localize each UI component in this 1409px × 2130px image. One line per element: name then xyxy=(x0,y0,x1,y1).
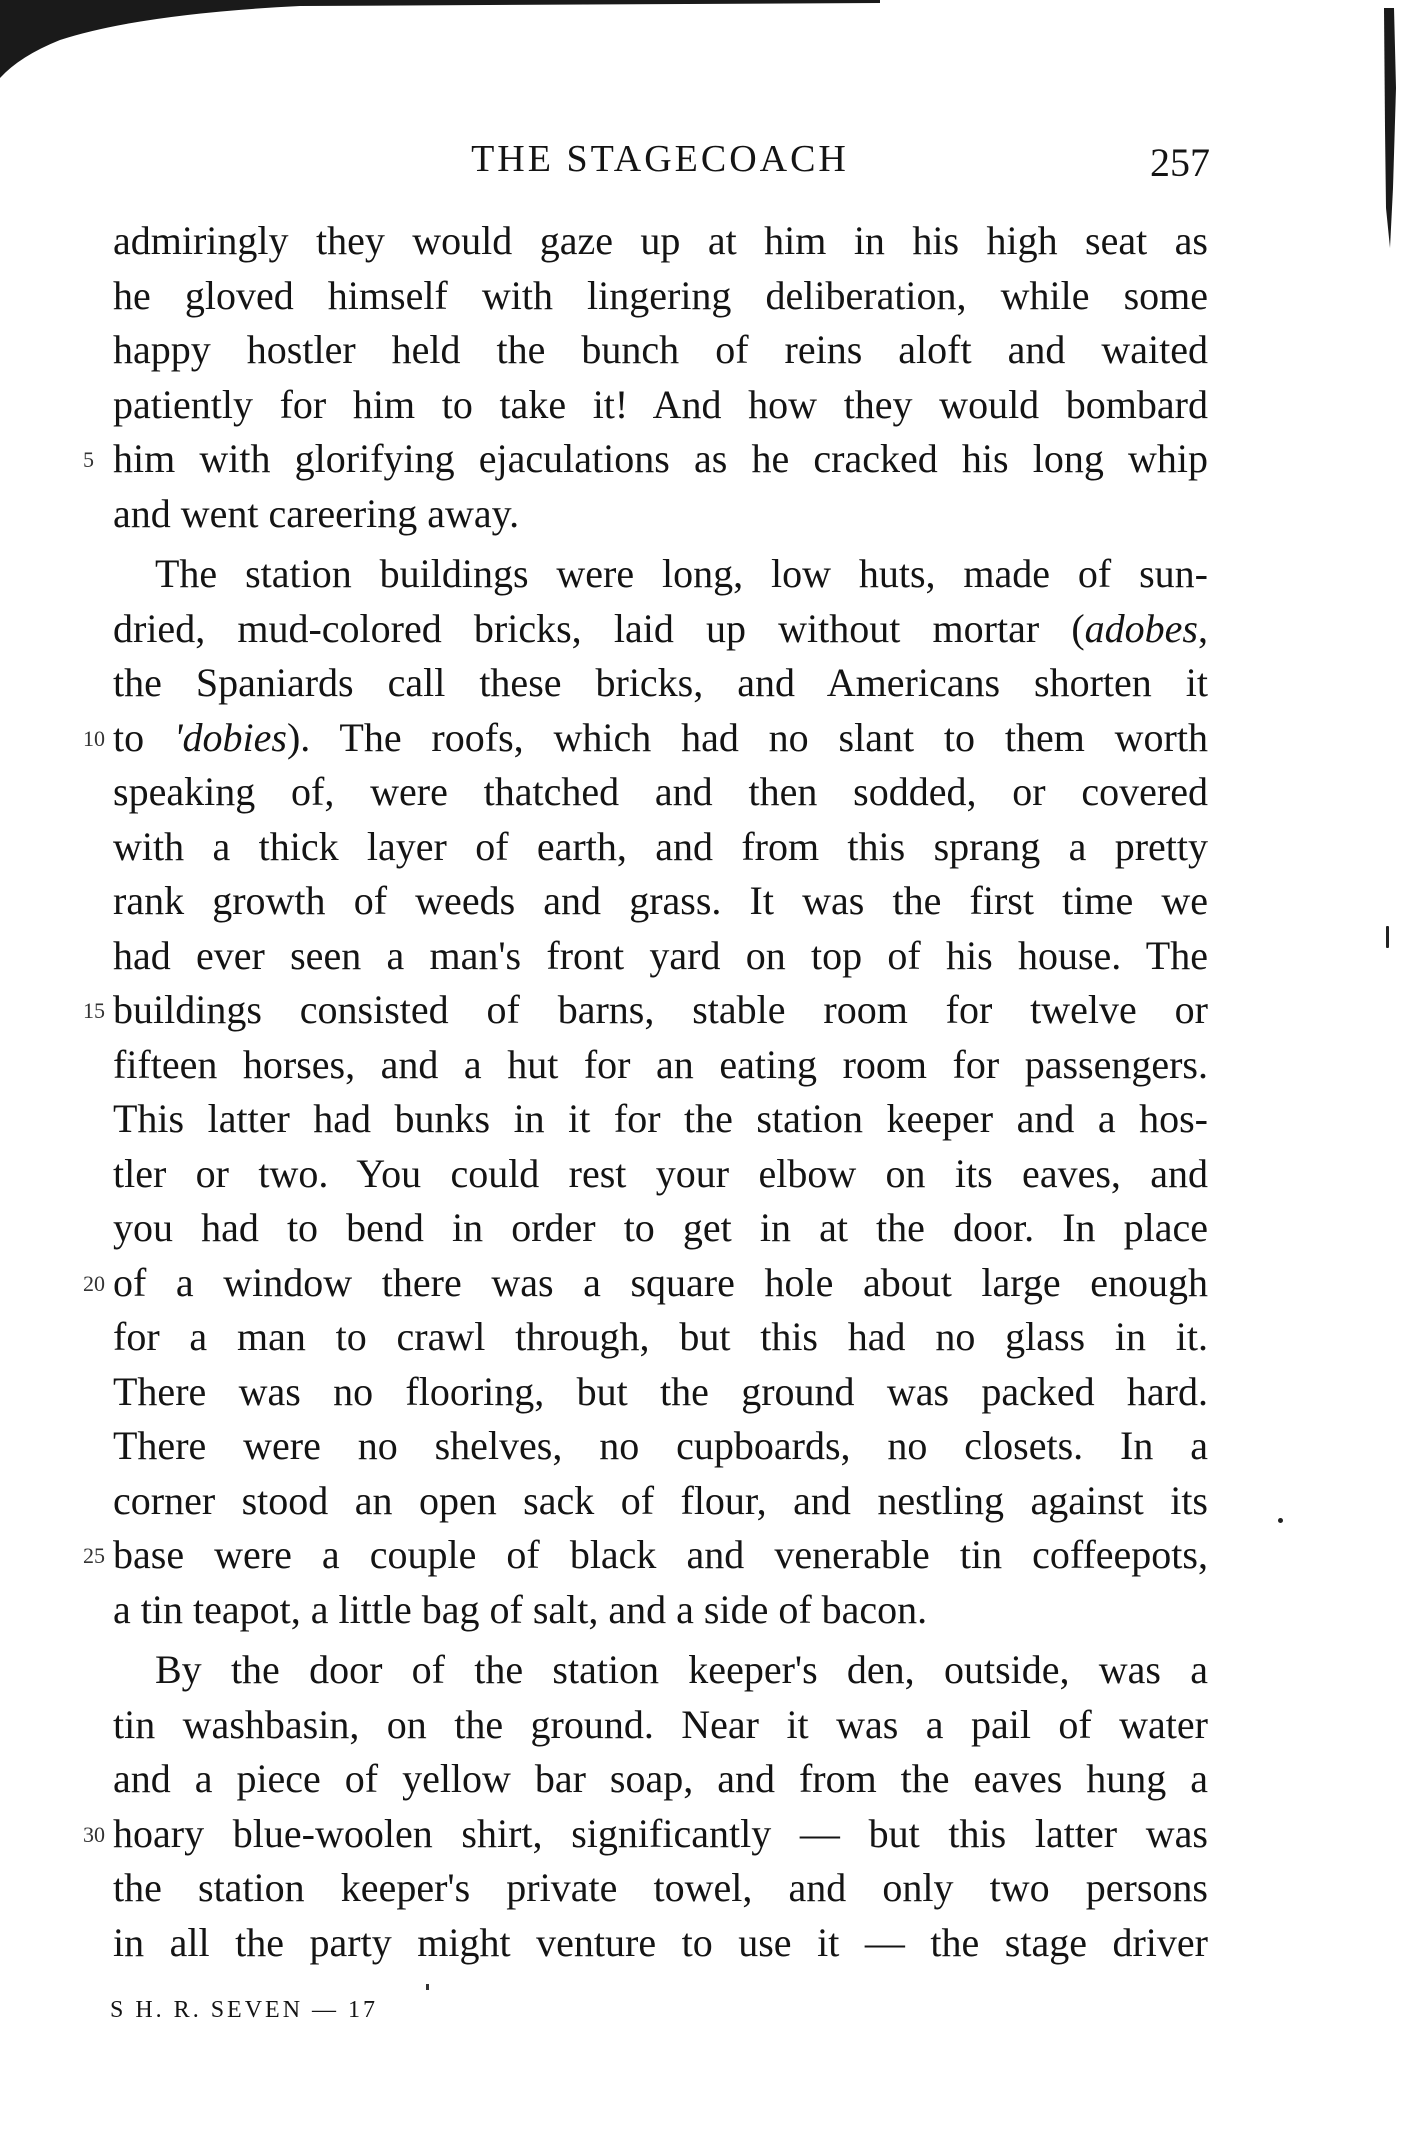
line-text: rank growth of weeds and grass. It was the first time we xyxy=(113,878,1208,923)
body-text xyxy=(83,214,1208,1970)
line-text: tin washbasin, on the ground. Near it was a pail of water xyxy=(113,1701,1208,1747)
line-number: 15 xyxy=(83,998,105,1023)
line-text: with a thick layer of earth, and from this sprang a pretty xyxy=(113,823,1208,869)
line-text: dried, mud-colored bricks, laid up without mortar (adobes, xyxy=(113,605,1208,651)
text-line xyxy=(113,820,1208,875)
line-text: him with glorifying ejaculations as he cracked his long whip xyxy=(113,436,1208,481)
text-line xyxy=(83,983,1208,1038)
text-line xyxy=(113,378,1208,433)
signature-mark: S H. R. SEVEN — 17 xyxy=(110,1997,379,2023)
text-line xyxy=(113,656,1208,711)
page-number: 257 xyxy=(1150,140,1210,185)
running-title: THE STAGECOACH xyxy=(471,138,849,180)
text-line xyxy=(113,1643,1208,1698)
line-text: hoary blue-woolen shirt, significantly — but this latter was xyxy=(113,1810,1208,1856)
line-text: of a window there was a square hole about large enough xyxy=(113,1259,1208,1305)
line-number: 10 xyxy=(83,725,105,751)
line-text: the station keeper's private towel, and only two persons xyxy=(113,1865,1208,1910)
text-line xyxy=(113,1038,1208,1093)
line-text: corner stood an open sack of flour, and nestling against its xyxy=(113,1477,1208,1523)
text-line xyxy=(113,1474,1208,1529)
line-number: 25 xyxy=(83,1543,105,1568)
line-text: The station buildings were long, low huts, made of sun- xyxy=(155,551,1208,596)
line-text: had ever seen a man's front yard on top of his house. The xyxy=(113,932,1208,978)
text-line xyxy=(113,1365,1208,1420)
scan-edge-mark xyxy=(1380,8,1400,248)
text-line xyxy=(113,1092,1208,1147)
text-line xyxy=(83,432,1208,487)
line-text: speaking of, were thatched and then sodded, or covered xyxy=(113,769,1208,814)
text-line xyxy=(113,602,1208,657)
text-line xyxy=(83,1256,1208,1311)
line-text: happy hostler held the bunch of reins aloft and waited xyxy=(113,327,1208,372)
text-line xyxy=(113,765,1208,820)
line-number: 30 xyxy=(83,1821,105,1847)
text-line xyxy=(113,874,1208,929)
text-line xyxy=(83,711,1208,766)
line-number: 20 xyxy=(83,1270,105,1296)
text-line xyxy=(113,1698,1208,1753)
line-text: a tin teapot, a little bag of salt, and a side of bacon. xyxy=(113,1586,928,1632)
line-text: and went careering away. xyxy=(113,490,520,536)
line-number: 5 xyxy=(83,447,94,472)
text-line xyxy=(113,214,1208,269)
line-text: to 'dobies). The roofs, which had no slant to them worth xyxy=(113,714,1208,760)
text-line xyxy=(83,1528,1208,1583)
line-text: This latter had bunks in it for the station keeper and a hos- xyxy=(113,1096,1208,1141)
text-line xyxy=(83,1807,1208,1862)
text-line xyxy=(113,323,1208,378)
line-text: fifteen horses, and a hut for an eating room for passengers. xyxy=(113,1041,1208,1087)
line-text: in all the party might venture to use it — the stage driver xyxy=(113,1919,1208,1965)
scan-edge-shadow xyxy=(0,0,880,78)
line-text: By the door of the station keeper's den, outside, was a xyxy=(155,1647,1208,1692)
line-text: There were no shelves, no cupboards, no closets. In a xyxy=(113,1423,1208,1468)
text-line xyxy=(113,1147,1208,1202)
line-text: you had to bend in order to get in at the door. In place xyxy=(113,1205,1208,1250)
text-line xyxy=(113,1916,1208,1971)
text-line xyxy=(113,1201,1208,1256)
line-text: There was no flooring, but the ground was packed hard. xyxy=(113,1368,1208,1414)
running-head xyxy=(110,133,1210,185)
scan-speck xyxy=(426,1984,429,1990)
text-line xyxy=(113,547,1208,602)
text-line xyxy=(113,1419,1208,1474)
text-line xyxy=(113,487,1208,542)
line-text: for a man to crawl through, but this had no glass in it. xyxy=(113,1314,1208,1359)
text-line xyxy=(113,1752,1208,1807)
line-text: and a piece of yellow bar soap, and from the eaves hung a xyxy=(113,1756,1208,1801)
line-text: base were a couple of black and venerable tin coffeepots, xyxy=(113,1532,1208,1577)
line-text: buildings consisted of barns, stable room for twelve or xyxy=(113,987,1208,1032)
text-line xyxy=(113,1861,1208,1916)
text-line xyxy=(113,929,1208,984)
line-text: patiently for him to take it! And how they would bombard xyxy=(113,381,1208,427)
scan-speck xyxy=(1278,1518,1283,1523)
text-line xyxy=(113,1310,1208,1365)
text-line xyxy=(113,1583,1208,1638)
line-text: he gloved himself with lingering deliberation, while some xyxy=(113,272,1208,318)
line-text: tler or two. You could rest your elbow on its eaves, and xyxy=(113,1150,1208,1196)
line-text: the Spaniards call these bricks, and Americans shorten it xyxy=(113,660,1208,705)
line-text: admiringly they would gaze up at him in his high seat as xyxy=(113,218,1208,263)
text-line xyxy=(113,269,1208,324)
scan-speck xyxy=(1386,926,1389,948)
